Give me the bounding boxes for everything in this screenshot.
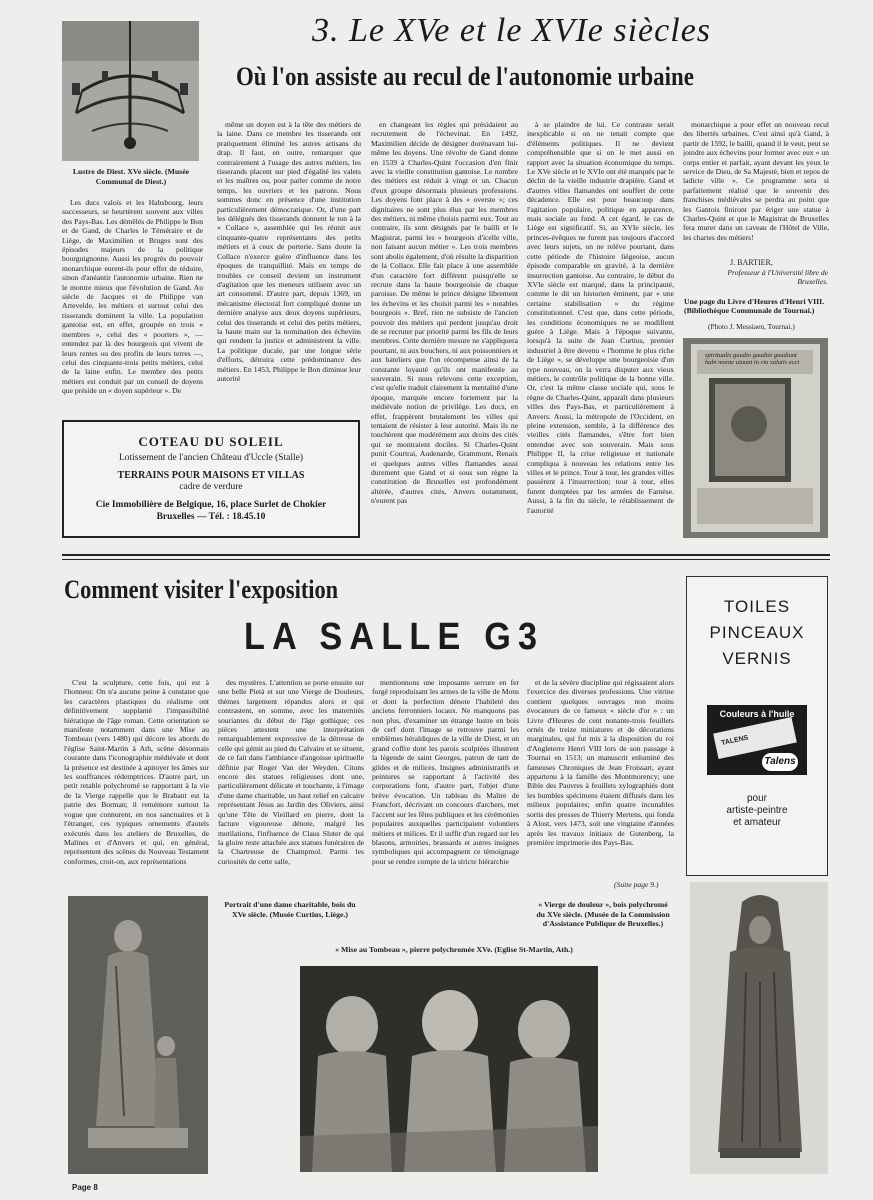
chandelier-caption: Lustre de Diest. XVe siècle. (Musée Communal de Diest.) [72, 167, 190, 186]
article1-col5: monarchique a pour effet un nouveau recul des libertés urbaines. C'est ainsi qu'à Gand, à partir de 1592, le bailli, quand il le veut, peut se joindre aux échevins pour former avec eux « un corps entier et parfait, ayant devant les yeux le service de Dieu, de Sa Majesté, bien et repos de ladicte ville ». Ce programme sera si parfaitement réalisé que le souvenir des franchises médiévales se perdra au point que les Gantois finiront par ériger une statue à Charles-Quint et que le Magistrat de Bruxelles fera murer dans un caveau de l'Hôtel de Ville, les chartes des métiers! [683, 120, 829, 242]
article1-col2: même un doyen est à la tête des métiers de la laine. Dans ce membre les tisserands ont pratiquement éliminé les autres artisans du drap. Il faut, en outre, remarquer que contrairement à l'usage des autres métiers, les tisserands placent sur pied d'égalité les valets et les maîtres ou, pour parler comme de notre temps, les ouvriers et les patrons. Nous sommes donc en présence d'une institution particulièrement démocratique. Or, d'une part les délégués des tisserands donnent le ton à la « Collace », assemblée qui les réunit aux cinquante-quatre représentants des petits métiers et à ceux de porterie. Sans doute la Collace n'exerce guère d'influence dans les époques de tranquillité. Mais en temps de troubles ce conseil devient un instrument d'agitation que les meneurs utilisent avec un art consommé. D'autre part, depuis 1369, un mécanisme électoral fort compliqué donne un dernière analyse aux deux doyens supérieurs, celui des tisserands et celui des petits métiers, la haute main sur la nomination des échevins qui rendent la justice et administrent la ville. La politique ducale, par une longue série d'efforts, détruira cette prédominance des métiers. En 1453, Philippe le Bon diminue leur autorité [217, 120, 361, 383]
author-role: Professeur à l'Université libre de Bruxelles. [727, 268, 828, 286]
continued-note: (Suite page 9.) [614, 880, 659, 889]
paint-tube-graphic [707, 705, 807, 775]
tombeau-caption: « Mise au Tombeau », pierre polychromée XVe. (Eglise St-Martin, Ath.) [335, 945, 573, 954]
exhibition-heading: Comment visiter l'exposition [64, 575, 339, 604]
coteau-ad [62, 420, 360, 538]
book-hours-credit: (Photo J. Messiaen, Tournai.) [708, 322, 795, 331]
toiles-line1: TOILES [723, 597, 791, 616]
section2-col3: mentionnons une imposante serrure en fer forgé reproduisant les armes de la ville de Mons et dont la perfection dénote l'habileté des anciens ferronniers locaux. Ne manquons pas non plus, d'examiner un étrange lustre en bois de cerf dont l'image se retrouve parmi les emblèmes héraldiques de la ville de Diest, et un grand coffre dont les parois sculptées illustrent la légende de saint Georges, patron de tant de gildes et de milices. Insignes administratifs et peintures se rapportant à l'activité des corporations font, d'autre part, l'objet d'une brève évocation. Un tableau du Maître de Francfort, décrivant un concours d'archers, met l'accent sur les fêtes publiques et les cérémonies populaires auxquelles participaient volontiers métiers et milices. Et il suffit d'un regard sur les blasons, armoiries, brassards et autres insignes symboliques qui accompagnent ce témoignage pour se rendre compte de la stricte hiérarchie [372, 678, 519, 866]
book-of-hours-photo [683, 338, 828, 538]
coteau-line4: Cie Immobilière de Belgique, 16, place Surlet de Chokier [95, 500, 327, 510]
talens-logo: Talens [762, 753, 798, 771]
room-title: LA SALLE G3 [244, 616, 545, 658]
coteau-line2: TERRAINS POUR MAISONS ET VILLAS [117, 470, 305, 481]
section-title: 3. Le XVe et le XVIe siècles [312, 12, 712, 49]
chandelier-photo [62, 21, 199, 161]
mise-au-tombeau-photo [300, 966, 598, 1172]
tube-label: TALENS [720, 734, 750, 748]
toiles-line5: artiste-peintre [726, 805, 788, 816]
section2-col2: des mystères. L'attention se porte ensuite sur une belle Pietà et sur une Vierge de Douleurs, thèmes largement répandus alors et qui contrastent, en somme, avec les maternités souriantes du début de l'âge gothique; ces pièces attestent une interprétation remarquablement expressive de la détresse de celle qui gémit au pied du Calvaire et se situent, de ce fait dans l'ambiance d'angoisse spirituelle définie par Roger Van der Weyden. Citons encore des statues religieuses dont une, particulièrement délicate et touchante, à l'image d'une dame charitable, un haut relief en calcaire représentant Jésus au Jardin des Oliviers, ainsi qu'une Tête de Vieillard en pierre, dont la facture vigoureuse dénote, malgré les mutilations, l'influence de Claus Sluter de qui la gloire reste attachée aux statues funéraires de la Chartreuse de Champmol. Parmi les curiosités de cette salle, [218, 678, 364, 866]
toiles-line4: pour [746, 793, 767, 804]
vierge-de-douleur-photo [690, 882, 828, 1174]
toiles-line2: PINCEAUX [709, 623, 805, 642]
toiles-line3: VERNIS [722, 649, 792, 668]
toiles-ad [686, 576, 828, 876]
book-hours-caption: Une page du Livre d'Heures d'Henri VIII. (Bibliothèque Communale de Tournai.) [684, 297, 825, 316]
coteau-line5: Bruxelles — Tél. : 18.45.10 [156, 512, 266, 522]
vierge-caption: « Vierge de douleur », bois polychromé du XVe siècle. (Musée de la Commission d'Assistance Publique de Bruxelles.) [536, 900, 670, 929]
coteau-line3: cadre de verdure [179, 482, 243, 492]
section-separator [62, 554, 830, 556]
section-subtitle: Où l'on assiste au recul de l'autonomie urbaine [236, 62, 694, 91]
article1-col4: à se plaindre de lui. Ce contraste serait inexplicable si on ne tenait compte que d'éléments politiques. Il ne devient compréhensible que si on le met aussi en rapport avec la situation économique du temps. Le XVe siècle et le XVIe ont été marqués par le déclin de la vieille industrie drapière. Gand et d'autres villes flamandes ont souffert de cette décadence. Elle est pour beaucoup dans l'agitation populaire, politique en apparence, mais sociale au fond. A cet égard, le cas de Liège est significatif. Si, au XVIe siècle, les princes-évêques ne furent pas toujours d'accord avec leurs sujets, on ne relève pourtant, dans cette période de l'histoire liégeoise, aucun épisode comparable en gravité, à la dernière insurrection gantoise. Au contraire, le début du XVIe siècle est marqué, dans la principauté, comme le dit un historien éminent, par « une certaine stabilisation » du régime constitutionnel. C'est que, dans cette période, les conditions économiques ne se modifient guère à Liège. Mais à l'époque suivante, lorsqu'à la suite de Jean Curtius, premier industriel à être devenu « l'homme le plus riche de Liège », se développe une bourgeoisie d'un type nouveau, on la verra disputer aux vieux métiers, le contrôle politique de la bonne ville. Or, c'est la même classe sociale qui, sous le règne de Charles-Quint, apparaît dans plusieurs villes des Pays-Bas, et particulièrement à Anvers. Aussi, la métropole de l'Occident, en pleine extension, semble, à la différence des vieilles cités flamandes, s'être fort bien entendue avec son souverain. Mais sous Philippe II, la crise religieuse et nationale compliqua à nouveau les relations entre les villes et le prince. Tour à tour, les grandes villes passèrent à l'insurrection; tour à tour, elles furent domptées par les armées de Farnèse. Aussi, à la fin du siècle, le rétablissement de l'autorité [527, 120, 674, 515]
page-number: Page 8 [72, 1183, 98, 1192]
toiles-line6: et amateur [733, 817, 781, 828]
article1-col3: en changeant les règles qui présidaient au recrutement de l'échevinat. En 1492, Maximilien décide de désigner dorénavant lui-même les doyens. Une révolte de Gand donne en 1539 à Charles-Quint l'occasion d'en finir avec la vieille constitution gantoise. Le nombre des métiers est réduit à vingt et un. Chacun d'eux groupe désormais plusieurs professions. Les doyens font place à des « overste »; ces dignitaires ne sont plus élus par les membres des métiers, ni même choisis parmi eux. Tout au contraire, ils sont désignés par le bailli et le Magistrat, parmi les « bourgeois d'icelle ville, non faisant aucun métier ». Les trois membres sont abolis également, d'où résulte la disparition de la Collace. Elle fait place à une assemblée d'un caractère fort différent puisqu'elle se recrute dans la haute bourgeoisie de chaque paroisse. De même le prince désigne librement les échevins et les choisit parmi les « notables bourgeois ». Bref, rien ne subsiste de l'ancien pouvoir des métiers qui perdent jusqu'au droit de se recruter par priorité parmi les fils de leurs membres. Cette dernière mesure ne s'appliquera pourtant, ni aux bouchers, ni aux poissonniers et aux bateliers que l'on récompense ainsi de la constante loyauté qu'ils ont manifestée au souverain. Si nous relevons cette exception, c'est qu'elle traduit clairement la mentalité d'une époque, marquée encore fortement par la médiévale notion de privilège. Les ducs, en effet, frappèrent brutalement les villes qui tentaient de résister à leur autorité. Mais ils ne touchèrent que modérément aux droits des cités qui se montraient dociles. Si Charles-Quint punit Courtrai, Audenarde, Grammont, Renaix et quelques autres villes flamandes aussi durement que Gand et si sous son règne la constitution de Bruxelles est profondément altérée, d'autres cités, Anvers notamment, n'eurent pas [371, 120, 518, 506]
dame-caption: Portrait d'une dame charitable, bois du XVe siècle. (Musée Curtius, Liège.) [224, 900, 356, 919]
coteau-line1: Lotissement de l'ancien Château d'Uccle (Stalle) [118, 453, 304, 463]
dame-charitable-photo [68, 896, 208, 1174]
section-separator-thin [62, 559, 830, 560]
section2-col4: et de la sévère discipline qui régissaient alors l'exercice des diverses professions. Une vitrine contient quelques ouvrages non moins évocateurs de ce fameux « siècle d'or » : un Livre d'Heures de cent nonante-trois feuillets ornés de treize miniatures et de décorations marginales, qui fut mis à la disposition du roi d'Angleterre Henri VIII lors de son passage à Tournai en 1513; un manuscrit enluminé des fameuses Chroniques de Jean Froissart, ayant appartenu à la famille des Montmorency; une Bible des Pauvres à feuillets xylographiés dont les humbles spécimens étaient diffusés dans les milieux populaires; enfin quatre incunables sortis des presses de Thierry Mertens, qui fonda à Alost, vers 1473, soit une vingtaine d'années après les travaux initiaux de Gutenberg, la première imprimerie des Pays-Bas. [527, 678, 674, 847]
oil-colors-banner: Couleurs à l'huile [719, 709, 795, 719]
coteau-name: COTEAU DU SOLEIL [138, 434, 284, 449]
manuscript-text: spiritualis gaudio gaudiet gaudiunt habi monte uiuunt in via salutis ecci [705, 352, 800, 366]
author-name: J. BARTIER, [730, 258, 773, 267]
section2-col1: C'est la sculpture, cette fois, qui est à l'honneur. On n'a aucune peine à constater que les caractères plastiques du réalisme ont définitivement supplanté l'impassibilité hiératique de l'âge roman. Cette orientation se manifeste notamment dans une Mise au Tombeau (vers 1480) qui décore les abords de l'église Saint-Martin à Ath, scène désormais courante dans l'iconographie médiévale et dont la présence est destinée à apitoyer les âmes sur les souffrances rédemptrices. D'autre part, un petit retable polychromé se rapportant à la vie de la Vierge rappelle que le Brabant est la patrie des Borman; il remémore surtout la vogue que connurent, en nos sanctuaires et à l'étranger, ces typiques ornements d'autels exécutés dans les ateliers de Bruxelles, de Malines et d'Anvers et qui, en général, représentent des scènes du Nouveau Testament conformes, croit-on, aux représentations [64, 678, 209, 866]
article1-col1: Les ducs valois et les Habsbourg, leurs successeurs, se heurtèrent souvent aux villes des Pays-Bas. Les démêlés de Philippe le Bon et de Gand, de Charles le Téméraire et de Liège, de Maximilien et Bruges sont des épisodes majeurs de la politique bourguignonne. Aussi les progrès du pouvoir monarchique eurent-ils pour effet de réduire, sinon d'anéantir l'autonomie urbaine. Rien ne le montre mieux que l'évolution de Gand. Au siècle de Jacques et de Philippe van Artevelde, les métiers et surtout celui des tisserands dominent la ville. La population gantoise est, en effet, groupée en trois « membres », celui des « poorters », — entendez par là des bourgeois qui vivent de leurs rentes ou des profits de leurs terres —, celui des cinquante-trois petits métiers, celui de la laine enfin. Le membre des petits métiers est conduit par un conseil de doyens que préside un « doyen supérieur ». De [62, 198, 203, 396]
